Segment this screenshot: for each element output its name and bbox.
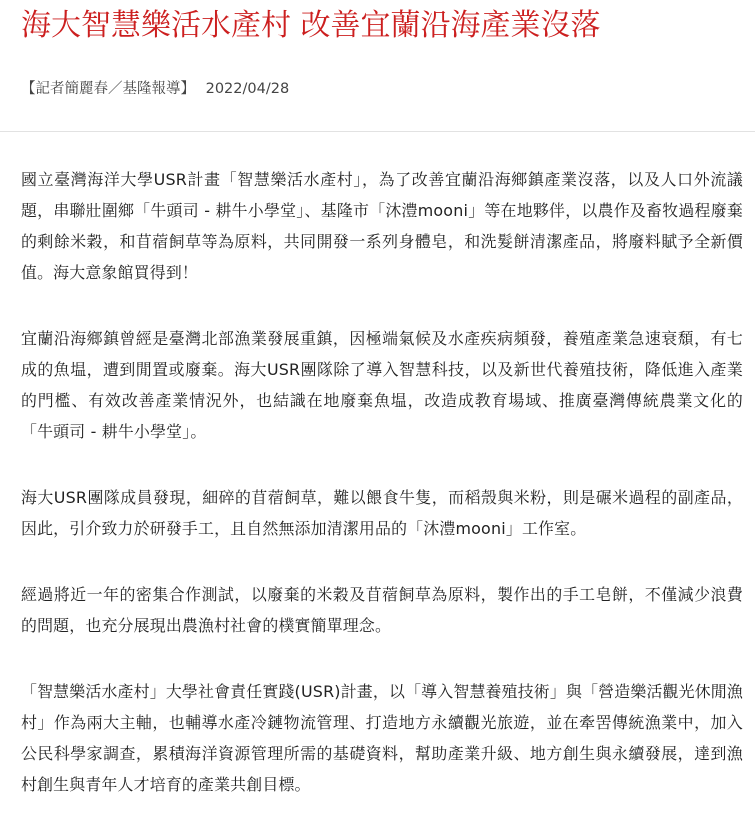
paragraph-3: 海大USR團隊成員發現，細碎的苜蓿飼草，難以餵食牛隻，而稻殼與米粉，則是碾米過程的副產品，因此，引介致力於研發手工，且自然無添加清潔用品的「沐澧mooni」工作室。: [21, 488, 743, 538]
article-byline: [21, 78, 289, 100]
paragraph-5: 「智慧樂活水產村」大學社會責任實踐(USR)計畫，以「導入智慧養殖技術」與「營造樂活觀光休閒漁村」作為兩大主軸，也輔導水產冷鏈物流管理、打造地方永續觀光旅遊，並在牽罟傳統漁業中，加入公民科學家調查，累積海洋資源管理所需的基礎資料，幫助產業升級、地方創生與永續發展，達到漁村創生與青年人才培育的產業共創目標。: [21, 682, 743, 794]
article-body: [21, 164, 743, 835]
paragraph-2: 宜蘭沿海鄉鎮曾經是臺灣北部漁業發展重鎮，因極端氣候及水產疾病頻發，養殖產業急速衰頹，有七成的魚塭，遭到閒置或廢棄。海大USR團隊除了導入智慧科技，以及新世代養殖技術，降低進入產業的門檻、有效改善產業情況外，也結識在地廢棄魚塭，改造成教育場域、推廣臺灣傳統農業文化的「牛頭司 - 耕牛小學堂」。: [21, 329, 743, 441]
article-title: 海大智慧樂活水產村 改善宜蘭沿海產業沒落: [21, 8, 601, 43]
header-divider: [0, 131, 755, 132]
paragraph-1: 國立臺灣海洋大學USR計畫「智慧樂活水產村」，為了改善宜蘭沿海鄉鎮產業沒落，以及人口外流議題，串聯壯圍鄉「牛頭司 - 耕牛小學堂」、基隆市「沐澧mooni」等在地夥伴，以農作及畜牧過程廢棄的剩餘米穀，和苜蓿飼草等為原料，共同開發一系列身體皂，和洗髮餅清潔產品，將廢料賦予全新價值。海大意象館買得到！: [21, 170, 743, 282]
paragraph-4: 經過將近一年的密集合作測試，以廢棄的米穀及苜蓿飼草為原料，製作出的手工皂餅，不僅減少浪費的問題，也充分展現出農漁村社會的樸實簡單理念。: [21, 585, 743, 635]
reporter-credit: 【記者簡麗春／基隆報導】: [21, 81, 195, 97]
publish-date: 2022/04/28: [205, 81, 290, 97]
